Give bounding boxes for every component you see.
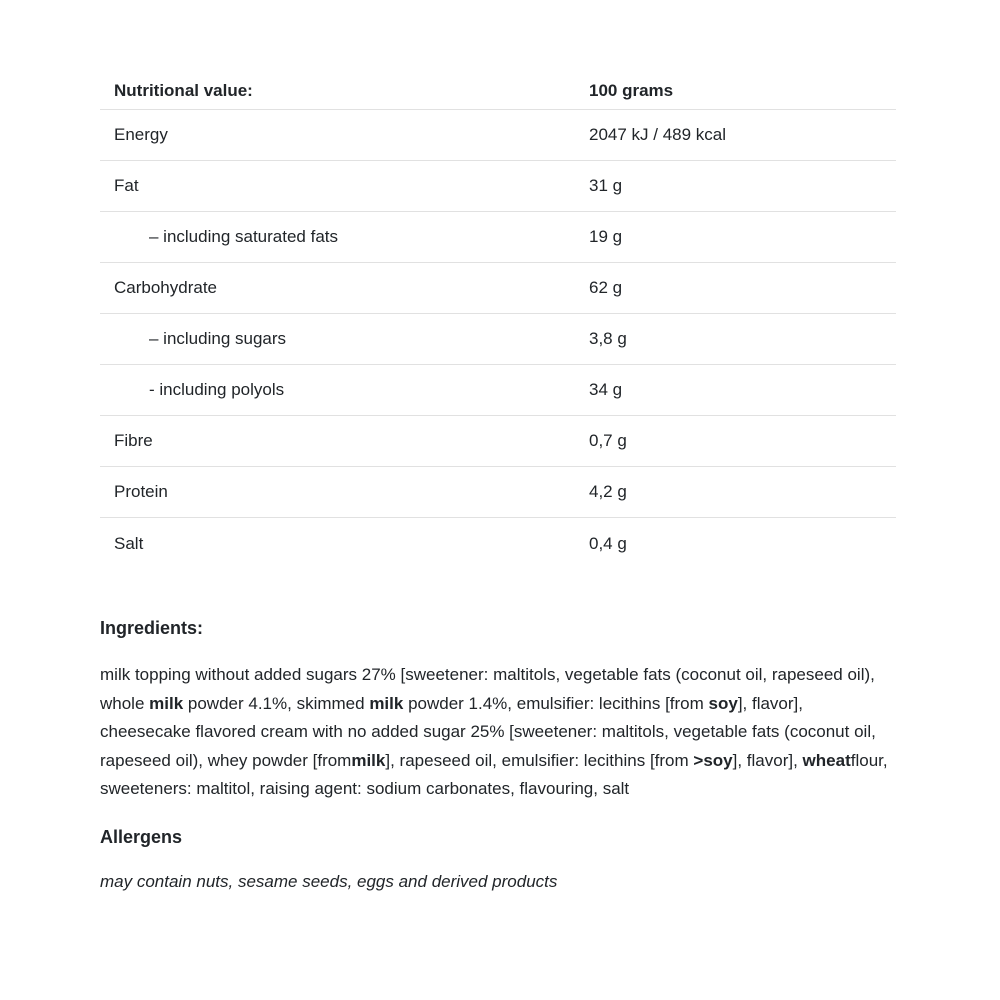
row-value: 0,4 g: [589, 533, 627, 553]
ingredient-allergen-word: milk: [149, 693, 184, 713]
table-row-polyols: [100, 365, 896, 416]
ingredient-text-segment: powder 4.1%, skimmed: [183, 693, 370, 713]
row-label: - including polyols: [149, 380, 285, 399]
ingredient-text-segment: ], flavor], cheesecake flavored cream with no added sugar 25% [sweetener: maltitols, vegetable fats (coconut oil, rapeseed oil), whey powder [from: [100, 693, 876, 770]
row-label: – including sugars: [149, 329, 287, 348]
row-value: 2047 kJ / 489 kcal: [589, 125, 727, 144]
row-label: Carbohydrate: [114, 278, 218, 297]
row-label: Protein: [114, 482, 168, 501]
ingredient-allergen-word: >soy: [693, 750, 733, 770]
table-row-energy: [100, 110, 896, 161]
table-row-carbohydrate: [100, 263, 896, 314]
allergens-heading: Allergens: [100, 826, 183, 847]
row-label: Energy: [114, 125, 168, 144]
ingredients-text: [100, 661, 896, 804]
allergens-section: [100, 826, 896, 893]
row-value: 34 g: [589, 380, 623, 399]
ingredient-allergen-word: milk: [351, 750, 386, 770]
table-header-value: 100 grams: [589, 81, 674, 100]
allergens-text: may contain nuts, sesame seeds, eggs and derived products: [100, 871, 558, 891]
ingredient-text-segment: ], flavor],: [732, 750, 803, 770]
row-value: 31 g: [589, 176, 623, 195]
nutrition-table: [100, 73, 896, 569]
table-row-salt: [100, 518, 896, 569]
ingredient-allergen-word: soy: [708, 693, 738, 713]
table-header-row: [100, 73, 896, 110]
row-value: 3,8 g: [589, 329, 627, 348]
ingredient-allergen-word: milk: [369, 693, 404, 713]
row-value: 19 g: [589, 227, 623, 246]
row-label: Fat: [114, 176, 139, 195]
nutrition-panel: [100, 73, 896, 893]
ingredient-text-segment: milk topping without added sugars 27% [sweetener: maltitols, vegetable fats (coconut oil, rapeseed oil), whole: [100, 665, 875, 713]
table-row-protein: [100, 467, 896, 518]
ingredients-section: [100, 617, 896, 804]
ingredient-text-segment: flour, sweeteners: maltitol, raising agent: sodium carbonates, flavouring, salt: [100, 750, 888, 799]
ingredient-text-segment: powder 1.4%, emulsifier: lecithins [from: [403, 693, 709, 713]
table-header-label: Nutritional value:: [114, 81, 253, 100]
row-label: Fibre: [114, 431, 153, 450]
table-row-fibre: [100, 416, 896, 467]
row-label: – including saturated fats: [149, 227, 339, 246]
table-row-sugars: [100, 314, 896, 365]
row-value: 62 g: [589, 278, 623, 297]
row-label: Salt: [114, 533, 144, 553]
table-row-saturated-fats: [100, 212, 896, 263]
table-row-fat: [100, 161, 896, 212]
row-value: 4,2 g: [589, 482, 627, 501]
ingredient-text-segment: ], rapeseed oil, emulsifier: lecithins [from: [385, 750, 694, 770]
ingredients-heading: Ingredients:: [100, 618, 204, 638]
row-value: 0,7 g: [589, 431, 627, 450]
ingredient-allergen-word: wheat: [802, 750, 851, 770]
